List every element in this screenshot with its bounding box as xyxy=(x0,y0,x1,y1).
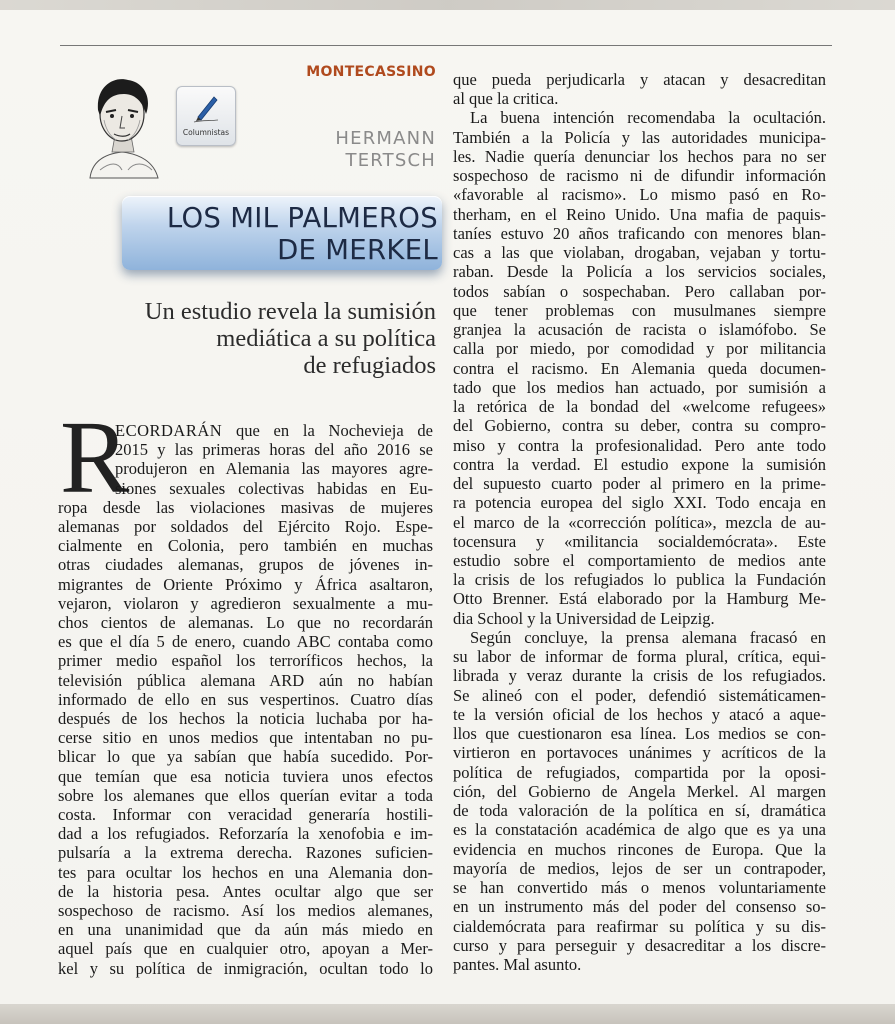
article-line: sospechoso de racismo. Así los medios alemanes, xyxy=(58,901,433,920)
article-line: política de refugiados, compartida por la oposi- xyxy=(453,762,826,782)
article-line: vejaron, violaron y agredieron sexualmente a mu- xyxy=(58,593,433,613)
lead-in-caps: ECORDARÁN xyxy=(115,421,223,440)
article-line: Según concluye, la prensa alemana fracasó en xyxy=(470,627,826,647)
article-line: de la historia pesa. Antes ocultar algo que ser xyxy=(58,881,433,901)
article-line: costa. Informar con veracidad generaría hostili- xyxy=(58,805,433,824)
article-line: la retórica de la bondad del «welcome refugees» xyxy=(453,397,826,417)
article-line: miso y contra la profesionalidad. Pero ante todo xyxy=(453,435,826,455)
article-line: todos sabían o sospechaban. Pero callaban por- xyxy=(453,281,826,301)
article-line: raban. Desde la Policía a los servicios sociales, xyxy=(453,262,826,282)
article-line: taníes estuvo 20 años traficando con menores blan- xyxy=(453,223,826,243)
article-line: cialdemócrata para reafirmar su política y su dis- xyxy=(453,916,826,936)
article-line: es que el día 5 de enero, cuando ABC contaba como xyxy=(58,632,433,652)
article-line: dia School y la Universidad de Leipzig. xyxy=(453,608,715,628)
author-first-name: HERMANN xyxy=(335,128,436,149)
article-line: les. Nadie quería denunciar los hechos para no ser xyxy=(453,146,826,166)
article-line: pulsaría a la extrema derecha. Razones suficien- xyxy=(58,843,433,863)
article-line xyxy=(115,421,433,440)
article-line: contra el racismo. En Alemania queda documen- xyxy=(453,358,826,378)
article-line: Otto Brenner. Está elaborado por la Hamburg Me- xyxy=(453,589,826,609)
drop-cap: R xyxy=(60,400,130,515)
article-line: tes para ocultar los hechos en una Alemania don- xyxy=(58,862,433,882)
article-line: tocensura y «militancia socialdemócrata». Este xyxy=(453,531,826,551)
article-line: dad a los refugiados. Reforzaría la xenofobia e im- xyxy=(58,824,433,844)
article-line: después de los hechos la noticia luchaba por ha- xyxy=(58,709,433,728)
article-line: en un instrumento más del poder del consenso so- xyxy=(453,897,826,917)
article-line: sobre los alemanes que ellos querían evitar a toda xyxy=(58,785,433,805)
article-line: televisión pública alemana ARD aún no habían xyxy=(58,670,433,690)
article-line: granjea la acusación de racista o islamófobo. Se xyxy=(453,320,826,340)
author-name xyxy=(280,128,436,172)
headline-line-1: LOS MIL PALMEROS xyxy=(166,202,438,234)
article-line: llos que cuestionaron esa línea. Los medios se con- xyxy=(453,724,826,744)
article-line: que pueda perjudicarla y atacan y desacreditan xyxy=(453,70,826,89)
article-line: la crisis de los refugiados lo publica la Fundación xyxy=(453,570,826,590)
subhead-line: de refugiados xyxy=(303,352,436,379)
article-line: ra potencia europea del siglo XXI. Todo encaja en xyxy=(453,493,826,513)
article-line: curso y para perseguir y desacreditar a los discre- xyxy=(453,935,826,955)
article-line: del Gobierno, contra su deber, contra su compro- xyxy=(453,416,826,436)
headline-box xyxy=(122,196,442,270)
article-line: tado que los medios han actuado, por sumisión a xyxy=(453,377,826,397)
article-line: el marco de la «corrección política», mezcla de au- xyxy=(453,512,826,532)
article-line: que tener problemas con musulmanes siempre xyxy=(453,300,826,320)
article-line: kel y su política de inmigración, ocultan todo lo xyxy=(58,958,433,978)
article-line: produjeron en Alemania las mayores agre- xyxy=(115,459,433,479)
columnists-label: Columnistas xyxy=(182,128,230,137)
article-line: en una unanimidad que da aún más miedo en xyxy=(58,920,433,940)
article-line: therham, en el Reino Unido. Una mafia de paquis- xyxy=(453,204,826,224)
columnists-badge xyxy=(176,86,236,146)
page-bottom-edge xyxy=(0,1004,895,1024)
article-line: del supuesto cuarto poder al primero en la prime- xyxy=(453,474,826,494)
article-line: pantes. Mal asunto. xyxy=(453,955,582,975)
article-line: ropa desde las violaciones masivas de mujeres xyxy=(58,497,433,517)
article-line: de toda valoración de la política en sí, dramática xyxy=(453,801,826,821)
section-label: MONTECASSINO xyxy=(306,64,436,80)
article-line: librada y veraz durante la crisis de los refugiados. xyxy=(453,666,826,686)
article-line: se han convertido más o menos voluntariamente xyxy=(453,878,826,898)
article-line: ción, del Gobierno de Angela Merkel. Al margen xyxy=(453,781,826,801)
article-line: cerse sitio en unos medios que intentaban no pu- xyxy=(58,728,433,748)
subheadline xyxy=(70,298,436,379)
article-line: migrantes de Oriente Próximo y África asaltaron, xyxy=(58,574,433,594)
article-line: cialmente en Colonia, pero también en muchas xyxy=(58,536,433,556)
article-line: 2015 y las primeras horas del año 2016 se xyxy=(115,440,433,460)
article-line: al que la critica. xyxy=(453,89,559,109)
article-line: informado de ello en sus vespertinos. Cuatro días xyxy=(58,689,433,709)
article-line: que temían que esa noticia tuviera unos efectos xyxy=(58,766,433,786)
article-line: sospechoso de racismo ni de difundir información xyxy=(453,166,826,186)
article-line: evidencia en muchos rincones de Europa. Que la xyxy=(453,839,826,859)
article-line: También a la Policía y las autoridades municipa- xyxy=(453,127,826,147)
article-line: otras ciudades alemanas, grupos de jóvenes in- xyxy=(58,555,433,575)
header-rule xyxy=(60,45,832,46)
headline-line-2: DE MERKEL xyxy=(277,234,438,266)
article-line: cas a las que violaban, drogaban, vejaban y tortu- xyxy=(453,243,826,263)
article-line: es la constatación académica de algo que es ya una xyxy=(453,820,826,840)
article-line: chos cientos de alemanas. Lo que no recordarán xyxy=(58,613,433,632)
lead-in-rest: que en la Nochevieja de xyxy=(222,421,433,440)
article-line: alemanas por soldados del Ejército Rojo. Espe- xyxy=(58,517,433,536)
article-line: siones sexuales colectivas habidas en Eu- xyxy=(115,478,433,498)
author-portrait xyxy=(70,70,174,182)
article-line: Se alineó con el poder, defendió sistemáticamen- xyxy=(453,685,826,705)
article-line: mayoría de medios, lejos de ser un contrapoder, xyxy=(453,858,826,878)
article-line: blicar lo que ya sabían que había sucedido. Por- xyxy=(58,747,433,767)
article-line: calla por miedo, por comodidad y por militancia xyxy=(453,339,826,359)
article-line: La buena intención recomendaba la ocultación. xyxy=(470,108,826,128)
article-line: primer medio español los terroríficos hechos, la xyxy=(58,651,433,671)
article-line: contra la verdad. El estudio expone la sumisión xyxy=(453,454,826,474)
pen-icon xyxy=(192,93,220,123)
subhead-line: mediática a su política xyxy=(216,325,436,352)
article-line: «favorable al racismo». Lo mismo pasó en Ro- xyxy=(453,185,826,205)
article-line: te la versión oficial de los hechos y atacó a aque- xyxy=(453,704,826,724)
subhead-line: Un estudio revela la sumisión xyxy=(144,298,436,325)
page-top-edge xyxy=(0,0,895,10)
article-line: aquel país que en cualquier otro, apoyan a Mer- xyxy=(58,939,433,959)
article-line: su labor de informar de forma plural, crítica, equi- xyxy=(453,647,826,667)
article-line: virtieron en portavoces unánimes y acríticos de la xyxy=(453,743,826,763)
author-last-name: TERTSCH xyxy=(345,150,436,171)
article-line: estudio sobre el comportamiento de medios ante xyxy=(453,551,826,570)
